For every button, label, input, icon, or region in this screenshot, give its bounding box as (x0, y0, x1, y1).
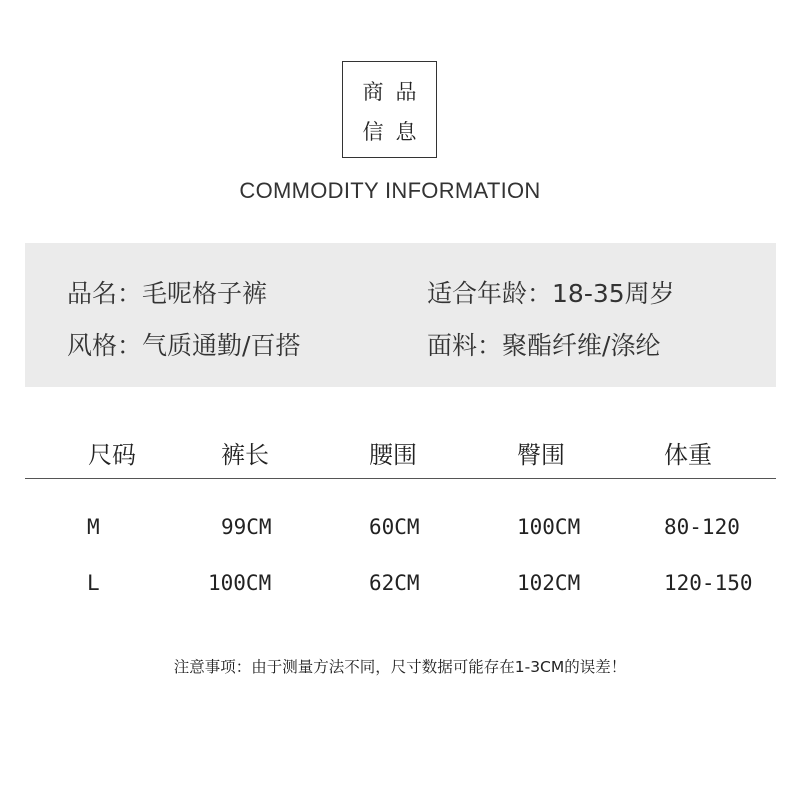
info-value: 气质通勤/百搭 (142, 331, 301, 360)
table-cell-l-hip: 102CM (517, 571, 581, 595)
info-label: 品名： (67, 279, 143, 308)
info-fabric (427, 326, 660, 362)
table-header-length: 裤长 (221, 441, 269, 469)
info-age (427, 274, 675, 310)
info-panel (25, 243, 776, 387)
title-line-2: 信息 (362, 120, 429, 144)
table-cell-m-weight: 80-120 (664, 515, 740, 539)
table-cell-m-hip: 100CM (517, 515, 581, 539)
info-label: 适合年龄： (427, 279, 553, 308)
info-value: 毛呢格子裤 (142, 279, 268, 308)
measurement-note: 注意事项：由于测量方法不同，尺寸数据可能存在1-3CM的误差！ (173, 658, 627, 676)
info-label: 面料： (427, 331, 503, 360)
table-header-size: 尺码 (88, 441, 136, 469)
table-header-hip: 臀围 (517, 441, 565, 469)
info-style (67, 326, 300, 362)
title-line-1: 商品 (362, 80, 429, 104)
table-divider (25, 478, 776, 479)
table-cell-l-weight: 120-150 (664, 571, 753, 595)
info-product-name (67, 274, 267, 310)
table-cell-m-length: 99CM (221, 515, 272, 539)
table-header-weight: 体重 (664, 441, 712, 469)
info-value: 聚酯纤维/涤纶 (502, 331, 661, 360)
table-cell-m-waist: 60CM (369, 515, 420, 539)
table-cell-l-size: L (87, 571, 100, 595)
title-box (342, 61, 437, 158)
subtitle: COMMODITY INFORMATION (239, 178, 541, 203)
info-value: 18-35周岁 (552, 279, 675, 308)
info-label: 风格： (67, 331, 143, 360)
table-header-waist: 腰围 (369, 441, 417, 469)
table-cell-m-size: M (87, 515, 100, 539)
table-cell-l-length: 100CM (208, 571, 272, 595)
table-cell-l-waist: 62CM (369, 571, 420, 595)
